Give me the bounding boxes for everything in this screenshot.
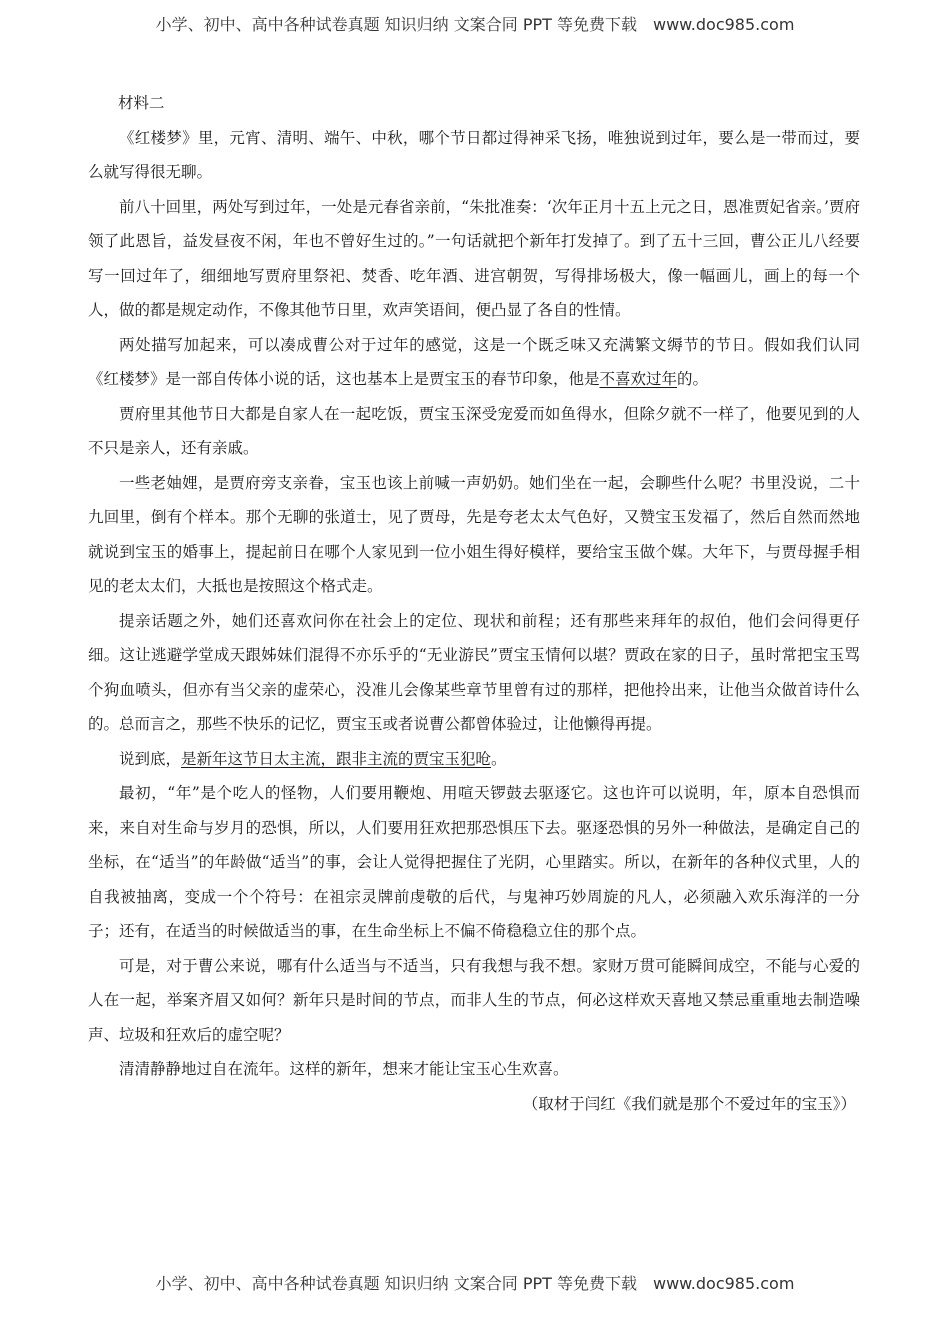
paragraph-7-tail: 。 (491, 749, 507, 768)
document-body (88, 86, 860, 1121)
paragraph-10: 清清静静地过自在流年。这样的新年，想来才能让宝玉心生欢喜。 (119, 1060, 569, 1078)
paragraph-5: 一些老妯娌，是贾府旁支亲眷，宝玉也该上前喊一声奶奶。她们坐在一起，会聊些什么呢？书里没说，二十九回里，倒有个样本。那个无聊的张道士，见了贾母，先是夸老太太气色好，又赞宝玉发福了，然后自然而然地就说到宝玉的婚事上，提起前日在哪个人家见到一位小姐生得好模样，要给宝玉做个媒。大年下，与贾母握手相见的老太太们，大抵也是按照这个格式走。 (88, 473, 860, 595)
paragraph-2: 前八十回里，两处写到过年，一处是元春省亲前，“朱批准奏：‘次年正月十五上元之日，恩准贾妃省亲。’贾府领了此恩旨，益发昼夜不闲，年也不曾好生过的。”一句话就把个新年打发掉了。到了五十三回，曹公正儿八经要写一回过年了，细细地写贾府里祭祀、焚香、吃年酒、进宫朝贺，写得排场极大，像一幅画儿，画上的每一个人，做的都是规定动作，不像其他节日里，欢声笑语间，便凸显了各自的性情。 (88, 197, 860, 319)
paragraph-8: 最初，“年”是个吃人的怪物，人们要用鞭炮、用喧天锣鼓去驱逐它。这也许可以说明，年，原本自恐惧而来，来自对生命与岁月的恐惧，所以，人们要用狂欢把那恐惧压下去。驱逐恐惧的另外一种做法，是确定自己的坐标，在“适当”的年龄做“适当”的事，会让人觉得把握住了光阴，心里踏实。所以，在新年的各种仪式里，人的自我被抽离，变成一个个符号：在祖宗灵牌前虔敬的后代，与鬼神巧妙周旋的凡人，必须融入欢乐海洋的一分子；还有，在适当的时候做适当的事，在生命坐标上不偏不倚稳稳立住的那个点。 (88, 784, 860, 940)
paragraph-3-tail: 的。 (677, 370, 709, 388)
paragraph-1: 《红楼梦》里，元宵、清明、端午、中秋，哪个节日都过得神采飞扬，唯独说到过年，要么是一带而过，要么就写得很无聊。 (88, 128, 860, 181)
underlined-phrase-1: 不喜欢过年 (599, 370, 678, 388)
paragraph-3-text: 两处描写加起来，可以凑成曹公对于过年的感觉，这是一个既乏味又充满繁文缛节的节日。假如我们认同《红楼梦》是一部自传体小说的话，这也基本上是贾宝玉的春节印象，他是 (88, 335, 860, 388)
page-footer: 小学、初中、高中各种试卷真题 知识归纳 文案合同 PPT 等免费下载 www.doc985.com (155, 1274, 795, 1293)
paragraph-3 (88, 328, 860, 397)
paragraph-4: 贾府里其他节日大都是自家人在一起吃饭，贾宝玉深受宠爱而如鱼得水，但除夕就不一样了，他要见到的人不只是亲人，还有亲戚。 (88, 404, 860, 457)
paragraph-7 (88, 742, 860, 777)
section-title: 材料二 (118, 94, 165, 112)
paragraph-9: 可是，对于曹公来说，哪有什么适当与不适当，只有我想与我不想。家财万贯可能瞬间成空，不能与心爱的人在一起，举案齐眉又如何？新年只是时间的节点，而非人生的节点，何必这样欢天喜地又禁忌重重地去制造噪声、垃圾和狂欢后的虚空呢？ (88, 956, 860, 1044)
underlined-phrase-2: 是新年这节日太主流，跟非主流的贾宝玉犯呛 (181, 749, 492, 768)
page-header: 小学、初中、高中各种试卷真题 知识归纳 文案合同 PPT 等免费下载 www.doc985.com (155, 15, 795, 34)
paragraph-7-text: 说到底， (119, 749, 182, 768)
paragraph-6: 提亲话题之外，她们还喜欢问你在社会上的定位、现状和前程；还有那些来拜年的叔伯，他们会问得更仔细。这让逃避学堂成天跟姊妹们混得不亦乐乎的“无业游民”贾宝玉情何以堪？贾政在家的日子，虽时常把宝玉骂个狗血喷头，但亦有当父亲的虚荣心，没准儿会像某些章节里曾有过的那样，把他拎出来，让他当众做首诗什么的。总而言之，那些不快乐的记忆，贾宝玉或者说曹公都曾体验过，让他懒得再提。 (88, 611, 860, 733)
source-citation: （取材于闫红《我们就是那个不爱过年的宝玉》） (522, 1094, 856, 1113)
